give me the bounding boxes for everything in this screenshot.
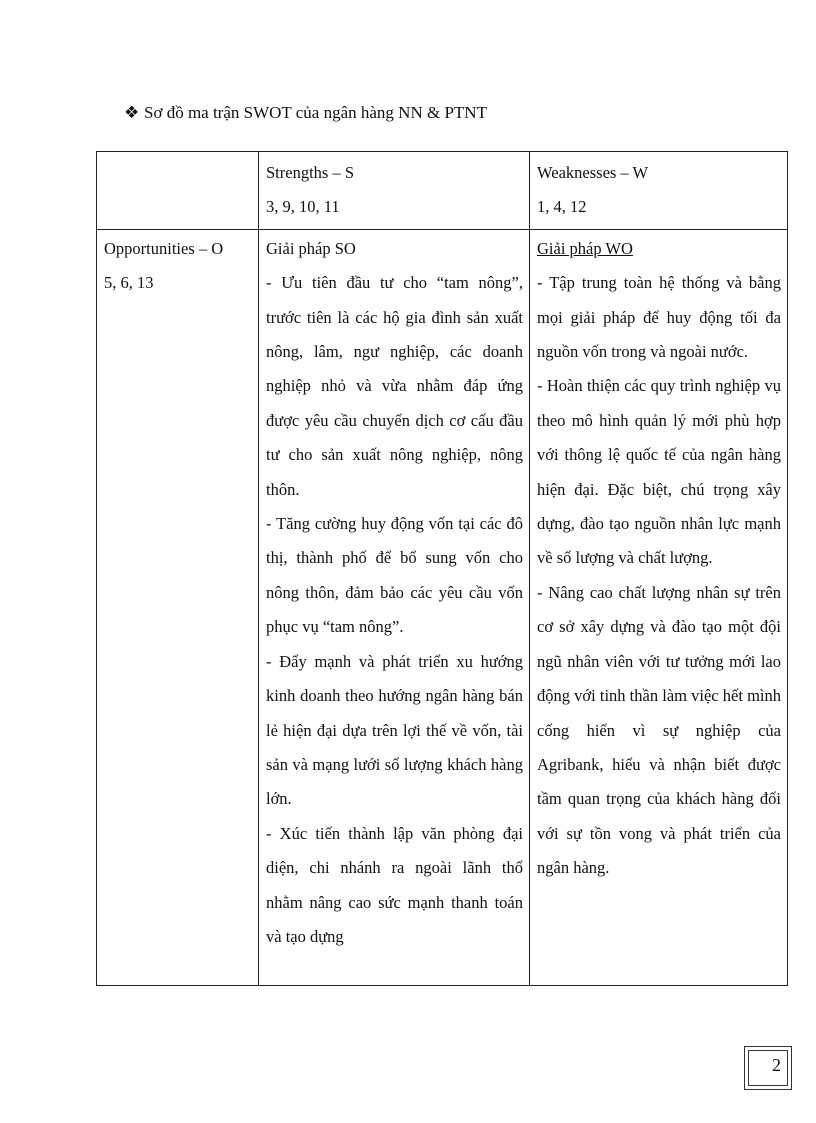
so-item: - Đẩy mạnh và phát triển xu hướng kinh doanh theo hướng ngân hàng bán lẻ hiện đại dựa trên lợi thế về vốn, tài sản và mạng lưới số lượng khách hàng lớn.: [266, 651, 523, 809]
wo-item: - Nâng cao chất lượng nhân sự trên cơ sở xây dựng và đào tạo một đội ngũ nhân viên với tư tưởng mới lao động với tinh thần làm việc hết mình cống hiến vì sự nghiệp của Agribank, hiểu và nhận biết được tầm quan trọng của khách hàng đối với sự tồn vong và phát triển của ngân hàng.: [537, 582, 781, 878]
page-number-frame: [744, 1046, 792, 1090]
wo-title: Giải pháp WO: [537, 238, 633, 258]
weaknesses-cell: [530, 152, 788, 230]
weaknesses-items: 1, 4, 12: [537, 197, 587, 217]
wo-item: - Hoàn thiện các quy trình nghiệp vụ theo mô hình quản lý mới phù hợp với thông lệ quốc tế của ngân hàng hiện đại. Đặc biệt, chú trọng xây dựng, đào tạo nguồn nhân lực mạnh về số lượng và chất lượng.: [537, 376, 781, 568]
heading-text: Sơ đồ ma trận SWOT của ngân hàng NN & PTNT: [144, 103, 487, 122]
so-item: - Ưu tiên đầu tư cho “tam nông”, trước tiên là các hộ gia đình sản xuất nông, lâm, ngư nghiệp, các doanh nghiệp nhỏ và vừa nhằm đáp ứng được yêu cầu chuyển dịch cơ cấu đầu tư cho sản xuất nông nghiệp, nông thôn.: [266, 273, 523, 499]
opportunities-label: Opportunities – O: [104, 238, 224, 258]
opportunities-cell: [97, 229, 259, 985]
strengths-cell: [259, 152, 530, 230]
so-title: Giải pháp SO: [266, 238, 356, 258]
so-solutions-cell: [259, 229, 530, 985]
opportunities-items: 5, 6, 13: [104, 273, 154, 293]
page-number: 2: [772, 1055, 781, 1075]
opportunities-row: [97, 229, 788, 985]
wo-item: - Tập trung toàn hệ thống và bằng mọi giải pháp để huy động tối đa nguồn vốn trong và ngoài nước.: [537, 273, 781, 362]
wo-solutions-cell: [530, 229, 788, 985]
corner-cell: [97, 152, 259, 230]
table-header-row: [97, 152, 788, 230]
section-heading: [124, 103, 487, 123]
diamond-bullet-icon: ❖: [124, 103, 140, 122]
strengths-label: Strengths – S: [266, 163, 355, 182]
weaknesses-label: Weaknesses – W: [537, 163, 649, 182]
so-item: - Xúc tiến thành lập văn phòng đại diện, chi nhánh ra ngoài lãnh thổ nhằm nâng cao sức mạnh thanh toán và tạo dựng: [266, 823, 523, 946]
so-item: - Tăng cường huy động vốn tại các đô thị, thành phố để bổ sung vốn cho nông thôn, đảm bảo các yêu cầu vốn phục vụ “tam nông”.: [266, 514, 523, 637]
strengths-items: 3, 9, 10, 11: [266, 197, 340, 217]
swot-table: [96, 151, 788, 986]
